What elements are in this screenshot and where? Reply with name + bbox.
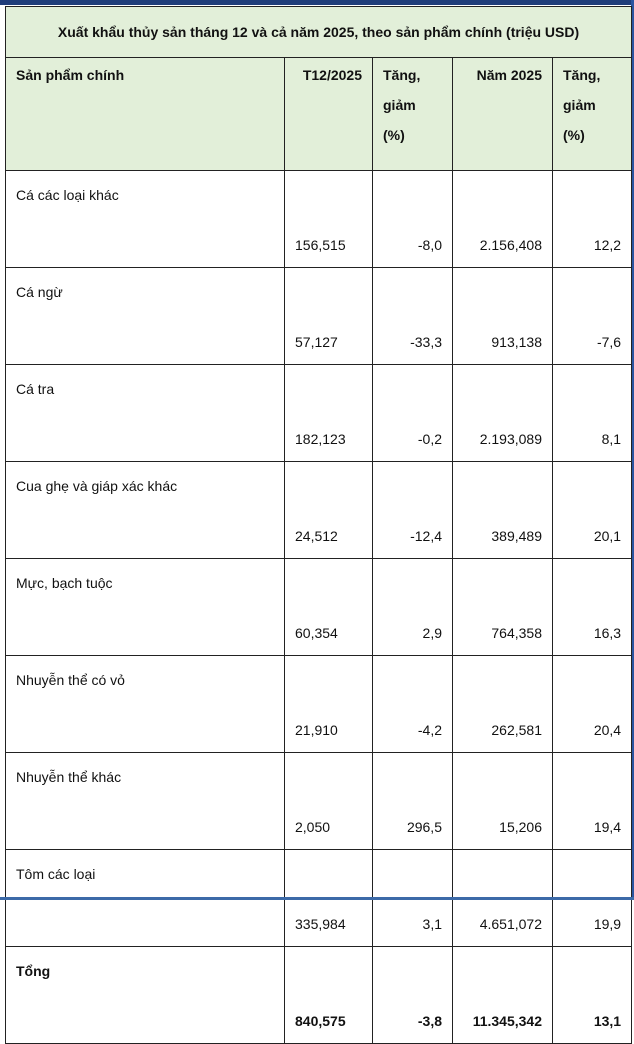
table-row xyxy=(6,462,632,559)
table-header-row xyxy=(6,58,632,171)
header-text: giảm xyxy=(563,97,596,113)
top-border-band xyxy=(0,0,634,5)
year-change-cell: 20,1 xyxy=(553,462,632,559)
year-change-cell: 16,3 xyxy=(553,559,632,656)
table-row xyxy=(6,559,632,656)
header-text: giảm xyxy=(383,97,416,113)
seafood-export-table xyxy=(5,6,632,1044)
header-change-year xyxy=(553,58,632,171)
t12-value-cell: 335,984 xyxy=(285,850,373,947)
year-change-cell: -7,6 xyxy=(553,268,632,365)
header-change-t12 xyxy=(373,58,453,171)
table-row xyxy=(6,171,632,268)
year-value-cell: 2.193,089 xyxy=(453,365,553,462)
year-change-cell: 13,1 xyxy=(553,947,632,1044)
t12-value-cell: 21,910 xyxy=(285,656,373,753)
header-t12: T12/2025 xyxy=(285,58,373,171)
header-text: (%) xyxy=(383,127,405,143)
t12-change-cell: -4,2 xyxy=(373,656,453,753)
table-title: Xuất khẩu thủy sản tháng 12 và cả năm 2025, theo sản phẩm chính (triệu USD) xyxy=(6,7,632,58)
t12-change-cell: -12,4 xyxy=(373,462,453,559)
header-text: (%) xyxy=(563,127,585,143)
t12-value-cell: 2,050 xyxy=(285,753,373,850)
t12-value-cell: 60,354 xyxy=(285,559,373,656)
product-name-cell: Tôm các loại xyxy=(6,850,285,947)
product-name-cell: Nhuyễn thể có vỏ xyxy=(6,656,285,753)
t12-change-cell: -0,2 xyxy=(373,365,453,462)
year-change-cell: 12,2 xyxy=(553,171,632,268)
t12-change-cell: 2,9 xyxy=(373,559,453,656)
t12-change-cell: 3,1 xyxy=(373,850,453,947)
year-value-cell: 11.345,342 xyxy=(453,947,553,1044)
year-value-cell: 2.156,408 xyxy=(453,171,553,268)
t12-change-cell: -8,0 xyxy=(373,171,453,268)
year-value-cell: 15,206 xyxy=(453,753,553,850)
product-name-cell: Tổng xyxy=(6,947,285,1044)
header-text: Tăng, xyxy=(383,67,421,83)
year-change-cell: 19,4 xyxy=(553,753,632,850)
year-value-cell: 4.651,072 xyxy=(453,850,553,947)
year-change-cell: 20,4 xyxy=(553,656,632,753)
year-change-cell: 8,1 xyxy=(553,365,632,462)
t12-value-cell: 24,512 xyxy=(285,462,373,559)
product-name-cell: Cua ghẹ và giáp xác khác xyxy=(6,462,285,559)
product-name-cell: Cá tra xyxy=(6,365,285,462)
header-product: Sản phẩm chính xyxy=(6,58,285,171)
table-row xyxy=(6,365,632,462)
year-value-cell: 764,358 xyxy=(453,559,553,656)
t12-change-cell: 296,5 xyxy=(373,753,453,850)
product-name-cell: Nhuyễn thể khác xyxy=(6,753,285,850)
header-text: Tăng, xyxy=(563,67,601,83)
t12-value-cell: 840,575 xyxy=(285,947,373,1044)
product-name-cell: Cá các loại khác xyxy=(6,171,285,268)
t12-value-cell: 156,515 xyxy=(285,171,373,268)
table-row xyxy=(6,656,632,753)
t12-change-cell: -3,8 xyxy=(373,947,453,1044)
t12-change-cell: -33,3 xyxy=(373,268,453,365)
year-value-cell: 262,581 xyxy=(453,656,553,753)
t12-value-cell: 182,123 xyxy=(285,365,373,462)
table-row xyxy=(6,753,632,850)
year-change-cell: 19,9 xyxy=(553,850,632,947)
year-value-cell: 389,489 xyxy=(453,462,553,559)
year-value-cell: 913,138 xyxy=(453,268,553,365)
table-row xyxy=(6,268,632,365)
product-name-cell: Cá ngừ xyxy=(6,268,285,365)
table-title-row xyxy=(6,7,632,58)
header-year: Năm 2025 xyxy=(453,58,553,171)
product-name-cell: Mực, bạch tuộc xyxy=(6,559,285,656)
t12-value-cell: 57,127 xyxy=(285,268,373,365)
table-total-row xyxy=(6,947,632,1044)
